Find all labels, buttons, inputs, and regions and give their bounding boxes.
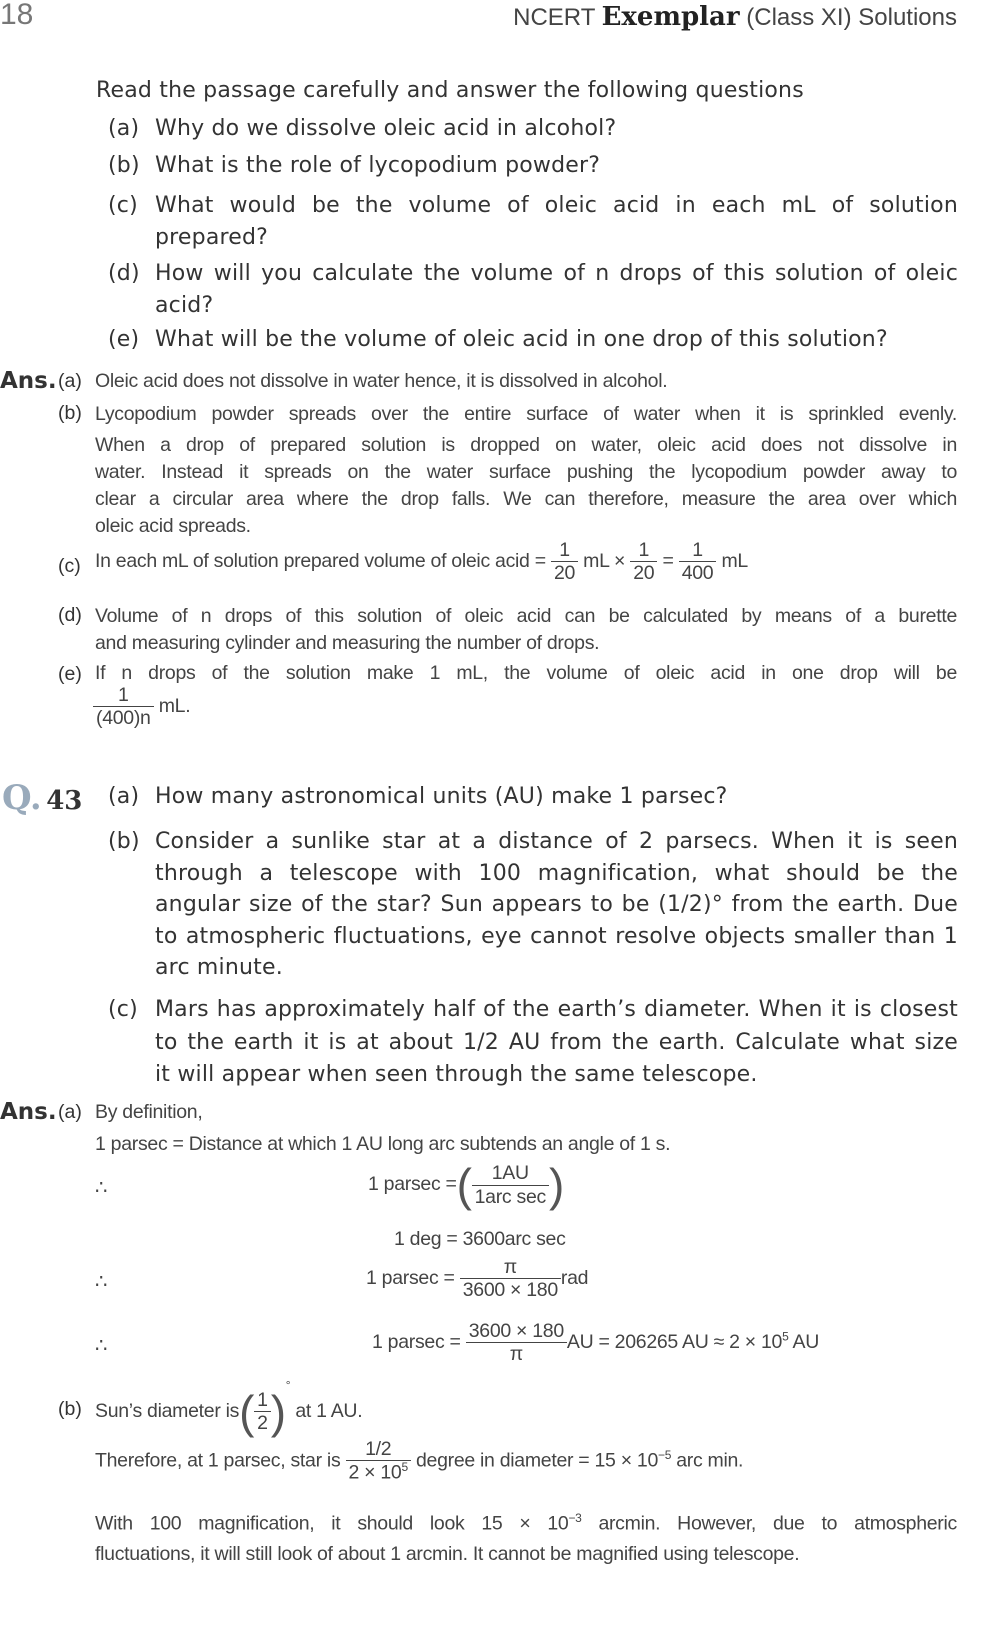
- question-text: Mars has approximately half of the earth’s diameter. When it is closest: [155, 997, 958, 1022]
- question-text: acid?: [155, 293, 214, 318]
- question-part-b: [108, 153, 958, 178]
- header-prefix: NCERT: [513, 4, 595, 31]
- denominator: [346, 1461, 411, 1484]
- answer-text: 1 parsec = Distance at which 1 AU long arc subtends an angle of 1 s.: [95, 1133, 671, 1155]
- fraction: [254, 1389, 271, 1435]
- answer-text: arcmin. However, due to atmospheric: [598, 1512, 957, 1535]
- answer-line: When a drop of prepared solution is dropped on water, oleic acid does not dissolve in: [95, 434, 957, 456]
- question-text: prepared?: [155, 225, 269, 250]
- question-number-value: 43: [46, 786, 83, 816]
- fraction: [346, 1438, 411, 1484]
- exponent: 5: [782, 1329, 789, 1344]
- answer-line: and measuring cylinder and measuring the number of drops.: [95, 632, 600, 654]
- unit: mL.: [158, 695, 191, 718]
- therefore-symbol: ∴: [95, 1177, 108, 1199]
- equation-parsec-rad: [366, 1256, 588, 1302]
- answer-line: clear a circular area where the drop falls. We can therefore, measure the area over which: [95, 488, 957, 510]
- left-paren: (: [456, 1159, 472, 1211]
- equation-parsec-au: [372, 1320, 819, 1366]
- question-text: through a telescope with 100 magnification, what should be the: [155, 860, 958, 886]
- question-text: to atmospheric fluctuations, eye cannot resolve objects smaller than 1: [155, 923, 958, 949]
- question-text: How many astronomical units (AU) make 1 parsec?: [155, 784, 728, 809]
- part-label: (a): [108, 784, 140, 809]
- answer-part-label: (a): [58, 1101, 82, 1123]
- denominator: 2: [257, 1412, 268, 1435]
- numerator: 1/2: [346, 1438, 411, 1461]
- equation-lhs: 1 parsec =: [366, 1267, 455, 1290]
- question-text: arc minute.: [155, 955, 283, 980]
- fraction: [472, 1162, 549, 1208]
- question-part-a: [108, 784, 958, 809]
- answer-part-label: (e): [58, 663, 82, 685]
- answer-line: Lycopodium powder spreads over the entire surface of water when it is sprinkled evenly.: [95, 403, 957, 425]
- question-text: What will be the volume of oleic acid in one drop of this solution?: [155, 327, 888, 352]
- answer-part-label: (d): [58, 604, 82, 626]
- header-suffix: (Class XI) Solutions: [746, 4, 957, 31]
- equation-parsec-definition: [368, 1158, 564, 1212]
- answer-b-text: [95, 401, 957, 540]
- header-bold: Exemplar: [601, 2, 740, 32]
- denominator-base: 2 × 10: [348, 1461, 402, 1484]
- fraction: [460, 1256, 561, 1302]
- denominator: 20: [633, 562, 655, 585]
- question-text: Why do we dissolve oleic acid in alcohol?: [155, 116, 617, 141]
- question-part-e: [108, 327, 958, 352]
- answer-line: Volume of n drops of this solution of oleic acid can be calculated by means of a burette: [95, 605, 957, 627]
- fraction: [630, 539, 657, 585]
- question-part-a: [108, 116, 958, 141]
- exponent: 5: [401, 1460, 408, 1475]
- answer-d-text: [95, 603, 957, 657]
- numerator: 1: [254, 1389, 271, 1412]
- degree-symbol: °: [285, 1378, 291, 1392]
- equation-deg: 1 deg = 3600arc sec: [394, 1228, 566, 1250]
- unit: rad: [560, 1267, 589, 1290]
- question-part-c: [108, 994, 958, 1092]
- denominator: 3600 × 180: [462, 1279, 558, 1302]
- numerator: 1: [93, 684, 154, 707]
- question-text: What is the role of lycopodium powder?: [155, 153, 601, 178]
- question-number: [2, 778, 82, 818]
- exponent: −5: [658, 1447, 672, 1462]
- fraction: [679, 539, 717, 585]
- answer-part-label: (c): [58, 555, 81, 577]
- equation-rhs: AU = 206265 AU ≈ 2 × 10: [566, 1331, 783, 1354]
- question-part-b: [108, 826, 958, 984]
- answer-line: oleic acid spreads.: [95, 515, 251, 537]
- answer-line: water. Instead it spreads on the water surface pushing the lycopodium powder away to: [95, 461, 957, 483]
- answer-label: Ans.: [0, 1099, 57, 1125]
- answer-text: By definition,: [95, 1101, 203, 1123]
- numerator: 1: [551, 539, 578, 562]
- part-label: (e): [108, 327, 140, 352]
- question-text: Consider a sunlike star at a distance of 2 parsecs. When it is seen: [155, 829, 958, 854]
- fraction: [93, 684, 154, 730]
- answer-text: Sun’s diameter is: [95, 1400, 240, 1422]
- answer-text: In each mL of solution prepared volume of oleic acid =: [95, 550, 546, 573]
- question-text: What would be the volume of oleic acid in each mL of solution: [155, 193, 958, 218]
- answer-text: Therefore, at 1 parsec, star is: [95, 1449, 341, 1472]
- answer-b-line3: [95, 1511, 957, 1536]
- question-text: How will you calculate the volume of n drops of this solution of oleic: [155, 261, 958, 286]
- fraction: [551, 539, 578, 585]
- fraction: [466, 1320, 567, 1366]
- part-label: (c): [108, 193, 138, 218]
- question-text: it will appear when seen through the same telescope.: [155, 1062, 758, 1087]
- therefore-symbol: ∴: [95, 1271, 108, 1293]
- numerator: 1: [630, 539, 657, 562]
- answer-text: With 100 magnification, it should look 15 × 10: [95, 1512, 569, 1535]
- part-label: (b): [108, 153, 140, 178]
- part-label: (a): [108, 116, 140, 141]
- denominator: 400: [681, 562, 714, 585]
- question-text: angular size of the star? Sun appears to be (1/2)° from the earth. Due: [155, 892, 958, 917]
- equation-lhs: 1 parsec =: [372, 1331, 461, 1354]
- part-label: (b): [108, 829, 140, 854]
- left-paren: (: [239, 1385, 255, 1438]
- numerator: 3600 × 180: [466, 1320, 567, 1343]
- question-part-c: [108, 190, 958, 254]
- answer-label: Ans.: [0, 368, 57, 394]
- part-label: (d): [108, 261, 140, 286]
- answer-part-label: (b): [58, 402, 82, 424]
- answer-b-line1: [95, 1378, 362, 1439]
- operator: =: [662, 550, 674, 573]
- numerator: 1: [679, 539, 717, 562]
- answer-b-line2: [95, 1438, 743, 1484]
- passage-instruction: Read the passage carefully and answer the following questions: [96, 78, 804, 103]
- answer-text: fluctuations, it will still look of about 1 arcmin. It cannot be magnified using telescope.: [95, 1543, 800, 1565]
- denominator: 20: [553, 562, 576, 585]
- equation-lhs: 1 parsec =: [368, 1173, 457, 1196]
- numerator: π: [460, 1256, 561, 1279]
- denominator: π: [509, 1343, 523, 1366]
- denominator: 1arc sec: [474, 1185, 546, 1208]
- answer-e-fraction: [93, 684, 190, 730]
- answer-part-label: (a): [58, 370, 82, 392]
- unit: AU: [792, 1331, 820, 1354]
- running-header: [513, 2, 957, 32]
- question-text: to the earth it is at about 1/2 AU from the earth. Calculate what size: [155, 1029, 958, 1055]
- answer-text: arc min.: [676, 1449, 744, 1472]
- answer-c-equation: [95, 539, 748, 585]
- question-marker: Q.: [2, 778, 42, 818]
- answer-text: degree in diameter = 15 × 10: [415, 1449, 659, 1472]
- operator: mL ×: [583, 550, 626, 573]
- question-part-d: [108, 258, 958, 322]
- exponent: −3: [568, 1511, 582, 1525]
- therefore-symbol: ∴: [95, 1335, 108, 1357]
- numerator: 1AU: [472, 1162, 549, 1185]
- denominator: (400)n: [96, 707, 151, 730]
- answer-e-text: If n drops of the solution make 1 mL, the volume of oleic acid in one drop will be: [95, 662, 957, 684]
- right-paren: ): [270, 1385, 286, 1438]
- answer-a-text: Oleic acid does not dissolve in water hence, it is dissolved in alcohol.: [95, 370, 668, 392]
- answer-text: at 1 AU.: [295, 1400, 363, 1422]
- right-paren: ): [548, 1159, 564, 1211]
- answer-part-label: (b): [58, 1398, 82, 1420]
- page-number: 18: [0, 0, 34, 31]
- part-label: (c): [108, 997, 138, 1022]
- unit: mL: [721, 550, 748, 573]
